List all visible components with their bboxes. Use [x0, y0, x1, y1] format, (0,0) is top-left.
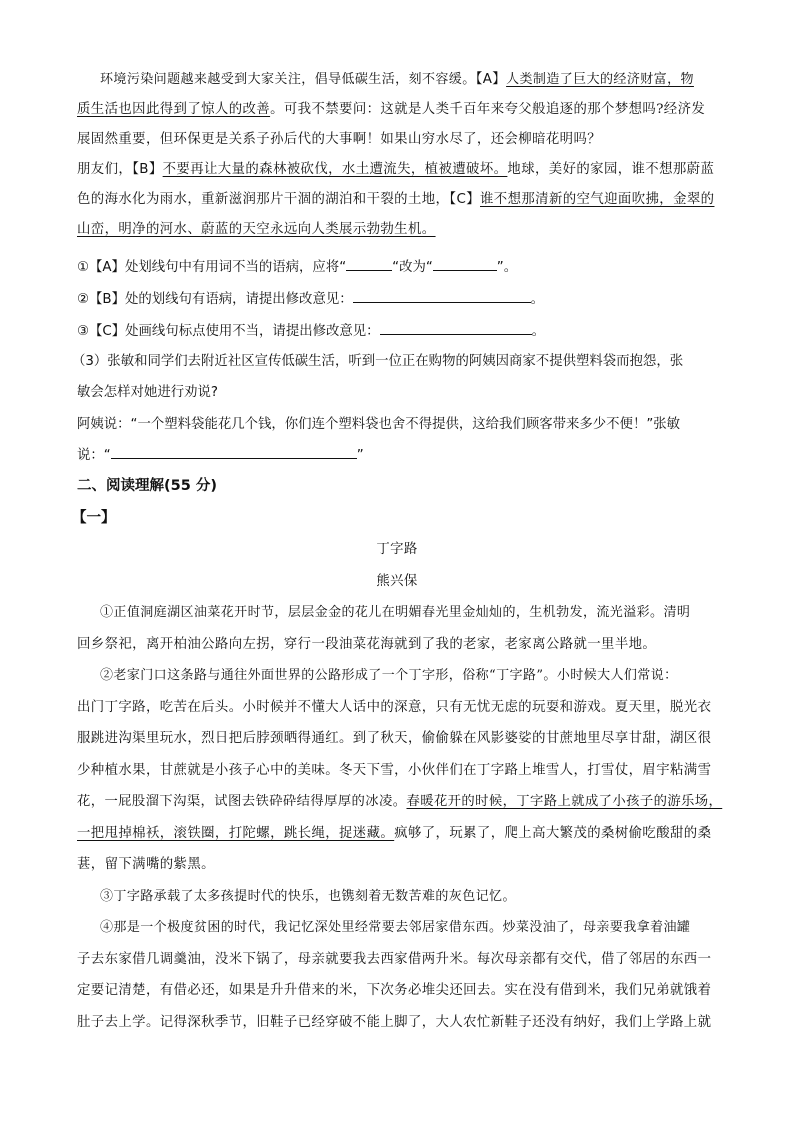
question-text: ”。	[496, 260, 518, 275]
question-text: 说：“	[77, 448, 111, 463]
story-p2-line-3: 服跳进沟渠里玩水，烈日把后脖颈晒得通红。到了秋天，偷偷躲在风影婆娑的甘蔗地里尽享甘甜，湖区很	[77, 731, 712, 746]
subsection-marker: 【一】	[72, 510, 116, 526]
underlined-story-sentence-cont: 一把甩掉棉袄，滚铁圈，打陀螺，跳长绳，捉迷藏。	[77, 826, 395, 841]
passage-line-6	[77, 218, 717, 237]
question-text: ①【A】处划线句中有用词不当的语病，应将“	[77, 260, 347, 275]
passage-text: 展固然重要，但环保更是关系子孙后代的大事啊！如果山穷水尽了，还会柳暗花明吗？	[77, 132, 602, 147]
question-3	[77, 320, 717, 339]
question-4-line-1	[72, 350, 712, 369]
section-heading: 二、阅读理解(55 分)	[77, 478, 217, 494]
underlined-sentence-a-cont: 质生活也因此得到了惊人的改善	[77, 102, 271, 117]
story-p2-line-7: 葚，留下满嘴的紫黑。	[77, 857, 215, 872]
passage-text: 。可我不禁要问：这就是人类千百年来夸父般追逐的那个梦想吗?经济发	[270, 102, 706, 117]
story-title: 丁字路	[376, 542, 418, 557]
answer-blank-5[interactable]	[111, 446, 357, 459]
story-text: 疯够了，玩累了，爬上高大繁茂的桑树偷吃酸甜的桑	[394, 826, 712, 841]
marker-b: 【B】	[132, 162, 163, 177]
story-p4-line-1: ④那是一个极度贫困的时代，我记忆深处里经常要去邻居家借东西。炒菜没油了，母亲要我拿着油罐	[100, 920, 691, 935]
passage-line-5	[77, 188, 717, 207]
underlined-sentence-b: 不要再让大量的森林被砍伐，水土遭流失，植被遭破坏。	[162, 162, 508, 177]
story-p2-line-5	[77, 790, 723, 809]
story-p2-line-2: 出门丁字路，吃苦在后头。小时候并不懂大人话中的深意，只有无忧无虑的玩耍和游戏。夏天里，脱光衣	[77, 700, 712, 715]
story-p1-line-2: 回乡祭祀，离开柏油公路向左拐，穿行一段油菜花海就到了我的老家，老家离公路就一里半地。	[77, 637, 657, 652]
story-author: 熊兴保	[376, 574, 418, 589]
underlined-sentence-a: 人类制造了巨大的经济财富，物	[506, 72, 694, 87]
passage-text: 地球，美好的家园，谁不想那蔚蓝	[507, 162, 715, 177]
question-text: 阿姨说：“一个塑料袋能花几个钱，你们连个塑料袋也舍不得提供，这给我们顾客带来多少不便！”张敏	[77, 417, 681, 432]
underlined-story-sentence: 春暖花开的时候，丁字路上就成了小孩子的游乐场，	[406, 794, 723, 809]
question-4-line-4	[77, 444, 717, 463]
question-text: （3）张敏和同学们去附近社区宣传低碳生活，听到一位正在购物的阿姨因商家不提供塑料袋而抱怨，张	[72, 354, 684, 369]
question-text: ②【B】处的划线句有语病，请提出修改意见：	[77, 292, 353, 307]
marker-c: 【C】	[449, 192, 480, 207]
passage-line-3	[77, 128, 717, 147]
question-1	[77, 256, 717, 275]
question-text: 。	[531, 324, 545, 339]
story-p4-line-2: 子去东家借几调羹油，没米下锅了，母亲就要我去西家借两升米。每次母亲都有交代，借了邻居的东西一	[77, 952, 712, 967]
story-p4-line-4: 肚子去上学。记得深秋季节，旧鞋子已经穿破不能上脚了，大人农忙新鞋子还没有纳好，我们上学路上就	[77, 1015, 712, 1030]
story-p2-line-6	[77, 822, 717, 841]
question-2	[77, 288, 717, 307]
question-4-line-3	[77, 413, 717, 432]
passage-text: 朋友们，	[77, 162, 133, 177]
underlined-sentence-c-cont: 山峦，明净的河水、蔚蓝的天空永远向人类展示勃勃生机。	[77, 222, 436, 237]
answer-blank-2[interactable]	[433, 258, 497, 271]
passage-line-1	[100, 68, 740, 87]
answer-blank-1[interactable]	[346, 258, 392, 271]
marker-a: 【A】	[475, 72, 507, 87]
underlined-sentence-c: 谁不想那清新的空气迎面吹拂，金翠的	[480, 192, 715, 207]
story-p1-line-1: ①正值洞庭湖区油菜花开时节，层层金金的花儿在明媚春光里金灿灿的，生机勃发，流光溢彩。清明	[100, 605, 691, 620]
answer-blank-3[interactable]	[353, 290, 531, 303]
question-text: 敏会怎样对她进行劝说?	[77, 385, 219, 400]
story-p2-line-4: 少种植水果，甘蔗就是小孩子心中的美味。冬天下雪，小伙伴们在丁字路上堆雪人，打雪仗，眉宇粘满雪	[77, 763, 712, 778]
question-text: ③【C】处画线句标点使用不当，请提出修改意见：	[77, 324, 380, 339]
story-text: 花，一屁股溜下沟渠，试图去铁砕砕结得厚厚的冰凌。	[77, 794, 407, 809]
passage-line-2	[77, 98, 717, 117]
question-text: ”	[356, 448, 364, 463]
story-p2-line-1: ②老家门口这条路与通往外面世界的公路形成了一个丁字形，俗称“丁字路”。小时候大人们常说：	[100, 668, 678, 683]
answer-blank-4[interactable]	[380, 322, 532, 335]
passage-text: 环境污染问题越来越受到大家关注，倡导低碳生活，刻不容缓。	[100, 72, 476, 87]
question-4-line-2	[77, 381, 717, 400]
story-p4-line-3: 定要记清楚，有借必还，如果是升升借来的米，下次务必堆尖还回去。实在没有借到米，我们兄弟就饿着	[77, 983, 712, 998]
question-text: 。	[530, 292, 545, 307]
passage-text: 色的海水化为雨水，重新滋润那片干涸的湖泊和干裂的土地，	[77, 192, 450, 207]
question-text: “改为“	[392, 260, 433, 275]
story-p3: ③丁字路承载了太多孩提时代的快乐，也镌刻着无数苦难的灰色记忆。	[100, 889, 516, 904]
passage-line-4	[77, 158, 717, 177]
